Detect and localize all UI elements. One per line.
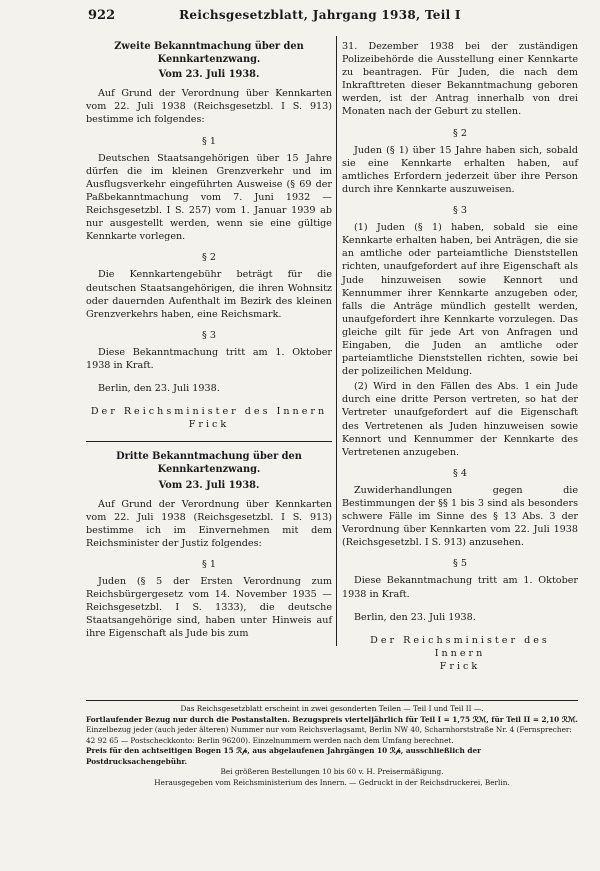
preamble: Auf Grund der Verordnung über Kennkarten vom 22. Juli 1938 (Reichsgesetzbl. I S. 913) bestimme ich im Einvernehmen mit dem Reichsminister der Justiz folgendes: xyxy=(86,498,332,549)
section-text: Deutschen Staatsangehörigen über 15 Jahre dürfen die im kleinen Grenzverkehr und im Ausflugsverkehr eingeführten Ausweise (§ 69 der Paßbekanntmachung vom 7. Juni 1932 — Reichsgesetzbl. I S. 257) vom 1. Januar 1939 ab nur ausgestellt werden, wenn sie eine gültige Kennkarte vorlegen. xyxy=(86,152,332,243)
second-announcement xyxy=(86,40,332,431)
section-heading: § 3 xyxy=(202,329,216,341)
footer-rule xyxy=(86,700,578,701)
section-text: Diese Bekanntmachung tritt am 1. Oktober 1938 in Kraft. xyxy=(342,575,578,600)
announcement-title: Zweite Bekanntmachung über den Kennkartenzwang. xyxy=(114,41,304,66)
section-text: Juden (§ 1) über 15 Jahre haben sich, sobald sie eine Kennkarte erhalten haben, auf amtliches Erfordern jederzeit über ihre Person durch ihre Kennkarte auszuweisen. xyxy=(342,144,578,195)
page-header xyxy=(88,8,552,30)
column-divider xyxy=(336,36,337,646)
section-heading: § 2 xyxy=(453,127,467,139)
section-text: Zuwiderhandlungen gegen die Bestimmungen der §§ 1 bis 3 sind als besonders schwere Fälle im Sinne des § 13 Abs. 3 der Verordnung über Kennkarten vom 22. Juli 1938 (Reichsgesetzbl. I S. 913) anzusehen. xyxy=(342,484,578,549)
third-announcement xyxy=(86,450,332,640)
section-text: Juden (§ 5 der Ersten Verordnung zum Reichsbürgergesetz vom 14. November 1935 — Reichsgesetzbl. I S. 1333), die deutsche Staatsangehörige sind, haben unter Hinweis auf ihre Eigenschaft als Jude bis zum xyxy=(86,576,332,640)
place-date: Berlin, den 23. Juli 1938. xyxy=(98,383,220,395)
running-title: Reichsgesetzblatt, Jahrgang 1938, Teil I xyxy=(179,8,461,22)
footer-line: Preis für den achtseitigen Bogen 15 ℛ𝓅, aus abgelaufenen Jahrgängen 10 ℛ𝓅, ausschließlich der Postdrucksachengebühr. xyxy=(86,746,481,766)
announcement-date: Vom 23. Juli 1938. xyxy=(158,479,260,491)
announcement-date: Vom 23. Juli 1938. xyxy=(158,69,260,81)
right-column xyxy=(342,40,578,677)
preamble: Auf Grund der Verordnung über Kennkarten vom 22. Juli 1938 (Reichsgesetzbl. I S. 913) bestimme ich folgendes: xyxy=(86,88,332,126)
section-heading: § 1 xyxy=(202,559,216,570)
section-separator xyxy=(86,441,332,442)
signature-name: Frick xyxy=(188,419,230,431)
footer-line: Das Reichsgesetzblatt erscheint in zwei gesonderten Teilen — Teil I und Teil II —. xyxy=(180,704,484,713)
signature-name: Frick xyxy=(439,660,481,672)
footer-line: Einzelbezug jeder (auch jeder älteren) Nummer nur vom Reichsverlagsamt, Berlin NW 40, Scharnhorststraße Nr. 4 (Fernsprecher: 42 92 65 — Postscheckkonto: Berlin 96200). Einzelnummern werden nach dem Umfang berechnet. xyxy=(86,725,572,745)
footer-line: Fortlaufender Bezug nur durch die Postanstalten. Bezugspreis vierteljährlich für Teil I = 1,75 ℛℳ, für Teil II = 2,10 ℛℳ. xyxy=(86,714,578,724)
signature-title: Der Reichsminister des Innern xyxy=(370,634,550,659)
section-heading: § 4 xyxy=(453,467,467,479)
section-heading: § 3 xyxy=(453,205,467,217)
footer-line: Bei größeren Bestellungen 10 bis 60 v. H. Preisermäßigung. xyxy=(220,767,444,776)
announcement-title: Dritte Bekanntmachung über den Kennkartenzwang. xyxy=(116,451,302,476)
place-date: Berlin, den 23. Juli 1938. xyxy=(354,611,476,623)
imprint-footer xyxy=(86,704,578,788)
section-text: Diese Bekanntmachung tritt am 1. Oktober 1938 in Kraft. xyxy=(86,346,332,371)
footer-line: Herausgegeben vom Reichsministerium des Innern. — Gedruckt in der Reichsdruckerei, Berlin. xyxy=(154,777,510,787)
section-text: Die Kennkartengebühr beträgt für die deutschen Staatsangehörigen, die ihren Wohnsitz oder dauernden Aufenthalt im Bezirk des kleinen Grenzverkehrs haben, eine Reichsmark. xyxy=(86,269,332,320)
page-number: 922 xyxy=(88,8,116,23)
section-heading: § 1 xyxy=(202,135,216,147)
section-heading: § 2 xyxy=(202,252,216,264)
section-text: (2) Wird in den Fällen des Abs. 1 ein Jude durch eine dritte Person vertreten, so hat der Vertreter unaufgefordert auf die Eigenschaft des Vertretenen als Juden hinzuweisen sowie Kennort und Kennummer der Kennkarte des Vertretenen anzugeben. xyxy=(342,381,578,458)
section-heading: § 5 xyxy=(453,558,467,570)
section-text: (1) Juden (§ 1) haben, sobald sie eine Kennkarte erhalten haben, bei Anträgen, die sie an amtliche oder parteiamtliche Dienststellen richten, unaufgefordert auf ihre Eigenschaft als Jude hinzuweisen sowie Kennort und Kennummer ihrer Kennkarte anzugeben oder, falls die Anträge mündlich gestellt werden, unaufgefordert ihre Kennkarte vorzulegen. Das gleiche gilt für jede Art von Anfragen und Eingaben, die Juden an amtliche oder parteiamtliche Dienststellen richten, sowie bei der polizeilichen Meldung. xyxy=(342,222,578,378)
signature-title: Der Reichsminister des Innern xyxy=(90,406,328,418)
left-column xyxy=(86,40,332,643)
continued-text: 31. Dezember 1938 bei der zuständigen Polizeibehörde die Ausstellung einer Kennkarte zu beantragen. Für Juden, die nach dem Inkrafttreten dieser Bekanntmachung geboren werden, ist der Antrag innerhalb von drei Monaten nach der Geburt zu stellen. xyxy=(342,41,578,118)
